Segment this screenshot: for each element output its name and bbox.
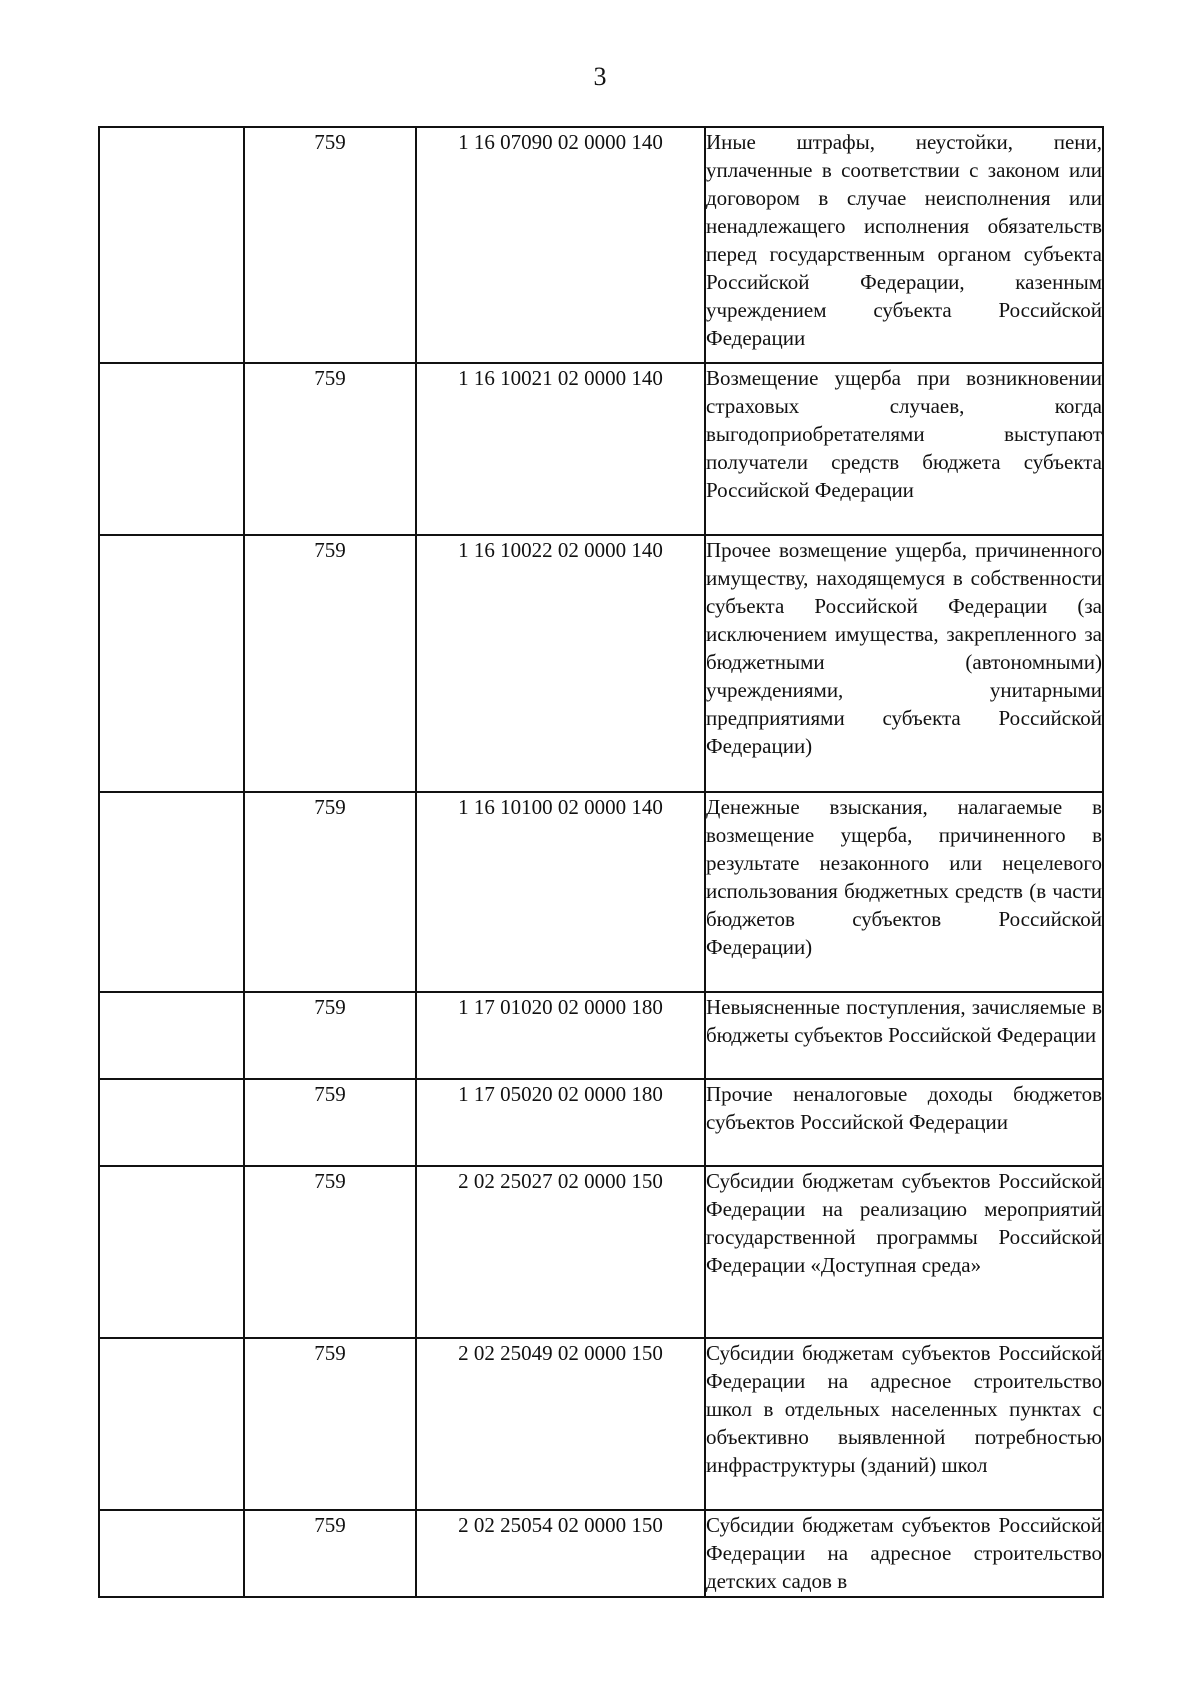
table-row	[99, 1079, 1103, 1166]
empty-cell	[99, 1166, 244, 1338]
table-row	[99, 1166, 1103, 1338]
empty-cell	[99, 1079, 244, 1166]
table-row	[99, 535, 1103, 792]
budget-code-cell: 2 02 25049 02 0000 150	[416, 1338, 705, 1510]
table-row	[99, 992, 1103, 1079]
empty-cell	[99, 1510, 244, 1597]
budget-code-cell: 1 17 01020 02 0000 180	[416, 992, 705, 1079]
description-cell: Субсидии бюджетам субъектов Российской Федерации на реализацию мероприятий государственной программы Российской Федерации «Доступная среда»	[705, 1166, 1103, 1338]
description-cell: Возмещение ущерба при возникновении страховых случаев, когда выгодоприобретателями выступают получатели средств бюджета субъекта Российской Федерации	[705, 363, 1103, 535]
description-cell: Субсидии бюджетам субъектов Российской Федерации на адресное строительство школ в отдельных населенных пунктах с объективно выявленной потребностью инфраструктуры (зданий) школ	[705, 1338, 1103, 1510]
table-row	[99, 127, 1103, 363]
empty-cell	[99, 992, 244, 1079]
admin-code-cell: 759	[244, 127, 416, 363]
table-row	[99, 363, 1103, 535]
budget-code-cell: 1 17 05020 02 0000 180	[416, 1079, 705, 1166]
description-cell: Прочее возмещение ущерба, причиненного имуществу, находящемуся в собственности субъекта Российской Федерации (за исключением имущества, закрепленного за бюджетными (автономными) учреждениями, унитарными предприятиями субъекта Российской Федерации)	[705, 535, 1103, 792]
admin-code-cell: 759	[244, 992, 416, 1079]
budget-code-cell: 1 16 07090 02 0000 140	[416, 127, 705, 363]
admin-code-cell: 759	[244, 792, 416, 992]
empty-cell	[99, 792, 244, 992]
admin-code-cell: 759	[244, 1510, 416, 1597]
empty-cell	[99, 1338, 244, 1510]
description-cell: Субсидии бюджетам субъектов Российской Федерации на адресное строительство детских садов в	[705, 1510, 1103, 1597]
table-row	[99, 1510, 1103, 1597]
budget-code-cell: 2 02 25027 02 0000 150	[416, 1166, 705, 1338]
admin-code-cell: 759	[244, 1079, 416, 1166]
empty-cell	[99, 535, 244, 792]
table-row	[99, 792, 1103, 992]
admin-code-cell: 759	[244, 535, 416, 792]
description-cell: Денежные взыскания, налагаемые в возмещение ущерба, причиненного в результате незаконного или нецелевого использования бюджетных средств (в части бюджетов субъектов Российской Федерации)	[705, 792, 1103, 992]
budget-code-cell: 1 16 10100 02 0000 140	[416, 792, 705, 992]
admin-code-cell: 759	[244, 363, 416, 535]
empty-cell	[99, 363, 244, 535]
admin-code-cell: 759	[244, 1338, 416, 1510]
budget-code-cell: 2 02 25054 02 0000 150	[416, 1510, 705, 1597]
table-row	[99, 1338, 1103, 1510]
budget-code-cell: 1 16 10022 02 0000 140	[416, 535, 705, 792]
budget-code-cell: 1 16 10021 02 0000 140	[416, 363, 705, 535]
empty-cell	[99, 127, 244, 363]
admin-code-cell: 759	[244, 1166, 416, 1338]
budget-codes-table	[98, 126, 1104, 1598]
description-cell: Иные штрафы, неустойки, пени, уплаченные в соответствии с законом или договором в случае неисполнения или ненадлежащего исполнения обязательств перед государственным органом субъекта Российской Федерации, казенным учреждением субъекта Российской Федерации	[705, 127, 1103, 363]
description-cell: Прочие неналоговые доходы бюджетов субъектов Российской Федерации	[705, 1079, 1103, 1166]
page-number: 3	[593, 62, 607, 91]
description-cell: Невыясненные поступления, зачисляемые в бюджеты субъектов Российской Федерации	[705, 992, 1103, 1079]
